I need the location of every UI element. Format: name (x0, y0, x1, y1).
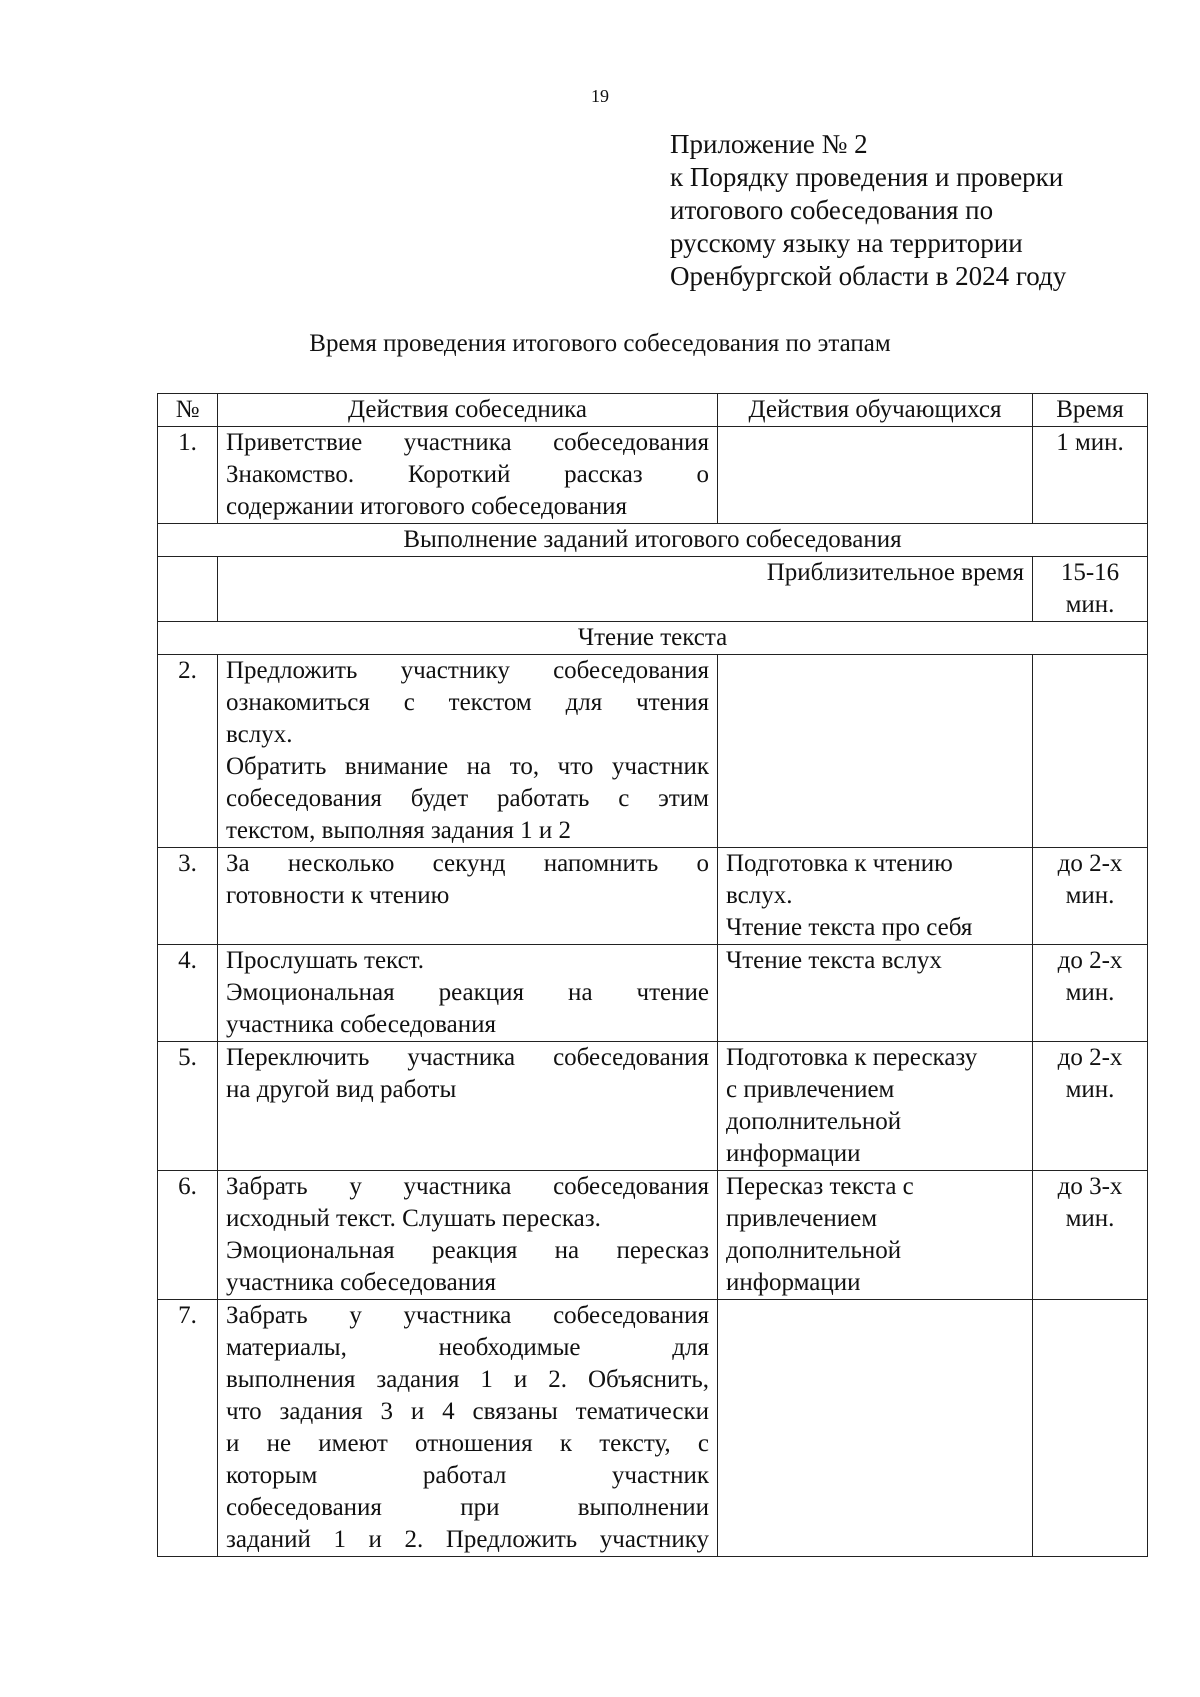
row-number: 6. (158, 1171, 218, 1300)
text-line: материалы, необходимые для (226, 1334, 709, 1361)
schedule-table (157, 393, 1148, 1557)
text-line: Забрать у участника собеседования (226, 1173, 709, 1200)
table-row (158, 1042, 1148, 1171)
header-time: Время (1033, 394, 1148, 427)
text-line: до 2-х (1057, 850, 1123, 877)
header-student-actions: Действия обучающихся (718, 394, 1033, 427)
text-line: содержании итогового собеседования (226, 493, 627, 520)
text-line: собеседования будет работать с этим (226, 785, 709, 812)
text-line: Подготовка к чтению (726, 850, 953, 877)
table-row (158, 1300, 1148, 1557)
text-line: что задания 3 и 4 связаны тематически (226, 1398, 709, 1425)
interviewer-actions-cell (218, 1300, 718, 1557)
time-cell: 1 мин. (1033, 427, 1148, 524)
text-line: с привлечением (726, 1076, 895, 1103)
text-line: Эмоциональная реакция на пересказ (226, 1237, 709, 1264)
text-line: дополнительной (726, 1237, 902, 1264)
text-line: текстом, выполняя задания 1 и 2 (226, 817, 572, 844)
approx-time-row (158, 557, 1148, 622)
row-number: 3. (158, 848, 218, 945)
time-cell (1033, 1171, 1148, 1300)
text-line: привлечением (726, 1205, 878, 1232)
row-number: 1. (158, 427, 218, 524)
page-number: 19 (591, 86, 609, 106)
appendix-line: к Порядку проведения и проверки (670, 162, 1064, 192)
interviewer-actions-cell (218, 945, 718, 1042)
table-row (158, 1171, 1148, 1300)
text-line: вслух. (226, 721, 293, 748)
row-number: 2. (158, 655, 218, 848)
text-line: вслух. (726, 882, 793, 909)
table-row (158, 945, 1148, 1042)
table-header-row (158, 394, 1148, 427)
table-row (158, 427, 1148, 524)
header-number: № (158, 394, 218, 427)
text-line: участника собеседования (226, 1011, 496, 1038)
text-line: Переключить участника собеседования (226, 1044, 709, 1071)
text-line: мин. (1065, 882, 1115, 909)
student-actions-cell (718, 1300, 1033, 1557)
text-line: до 2-х (1057, 1044, 1123, 1071)
student-actions-cell (718, 945, 1033, 1042)
text-line: мин. (1065, 1076, 1115, 1103)
row-number: 4. (158, 945, 218, 1042)
section-row (158, 622, 1148, 655)
text-line: участника собеседования (226, 1269, 496, 1296)
text-line: готовности к чтению (226, 882, 450, 909)
text-line: исходный текст. Слушать пересказ. (226, 1205, 601, 1232)
appendix-line: Оренбургской области в 2024 году (670, 261, 1067, 291)
text-line: информации (726, 1140, 861, 1167)
time-cell (1033, 557, 1148, 622)
student-actions-cell (718, 848, 1033, 945)
text-line: информации (726, 1269, 861, 1296)
header-interviewer-actions: Действия собеседника (218, 394, 718, 427)
text-line: Чтение текста вслух (726, 947, 942, 974)
text-line: дополнительной (726, 1108, 902, 1135)
text-line: Подготовка к пересказу (726, 1044, 978, 1071)
text-line: заданий 1 и 2. Предложить участнику (226, 1526, 709, 1553)
interviewer-actions-cell (218, 1042, 718, 1171)
section-title: Чтение текста (158, 622, 1148, 655)
approx-time-label: Приблизительное время (218, 557, 1033, 622)
text-line: мин. (1065, 591, 1115, 618)
text-line: на другой вид работы (226, 1076, 457, 1103)
text-line: собеседования при выполнении (226, 1494, 709, 1521)
text-line: мин. (1065, 979, 1115, 1006)
text-line: 15-16 (1060, 559, 1120, 586)
interviewer-actions-cell (218, 848, 718, 945)
interviewer-actions-cell (218, 427, 718, 524)
text-line: Знакомство. Короткий рассказ о (226, 461, 709, 488)
appendix-reference (670, 128, 1140, 293)
text-line: которым работал участник (226, 1462, 709, 1489)
text-line: За несколько секунд напомнить о (226, 850, 709, 877)
interviewer-actions-cell (218, 1171, 718, 1300)
text-line: Приветствие участника собеседования (226, 429, 709, 456)
text-line: Предложить участнику собеседования (226, 657, 709, 684)
interviewer-actions-cell (218, 655, 718, 848)
time-cell (1033, 655, 1148, 848)
text-line: Забрать у участника собеседования (226, 1302, 709, 1329)
text-line: Чтение текста про себя (726, 914, 973, 941)
text-line: и не имеют отношения к тексту, с (226, 1430, 709, 1457)
text-line: Прослушать текст. (226, 947, 424, 974)
appendix-line: русскому языку на территории (670, 228, 1023, 258)
time-cell (1033, 848, 1148, 945)
text-line: ознакомиться с текстом для чтения (226, 689, 709, 716)
student-actions-cell (718, 427, 1033, 524)
table-row (158, 848, 1148, 945)
time-cell (1033, 1042, 1148, 1171)
time-cell (1033, 945, 1148, 1042)
student-actions-cell (718, 1171, 1033, 1300)
student-actions-cell (718, 1042, 1033, 1171)
empty-cell (158, 557, 218, 622)
text-line: Обратить внимание на то, что участник (226, 753, 709, 780)
section-row (158, 524, 1148, 557)
row-number: 5. (158, 1042, 218, 1171)
text-line: до 2-х (1057, 947, 1123, 974)
time-cell (1033, 1300, 1148, 1557)
appendix-line: Приложение № 2 (670, 129, 868, 159)
text-line: Эмоциональная реакция на чтение (226, 979, 709, 1006)
text-line: до 3-х (1057, 1173, 1123, 1200)
appendix-line: итогового собеседования по (670, 195, 994, 225)
text-line: мин. (1065, 1205, 1115, 1232)
student-actions-cell (718, 655, 1033, 848)
document-heading: Время проведения итогового собеседования по этапам (309, 330, 891, 357)
table-row (158, 655, 1148, 848)
section-title: Выполнение заданий итогового собеседования (158, 524, 1148, 557)
row-number: 7. (158, 1300, 218, 1557)
text-line: выполнения задания 1 и 2. Объяснить, (226, 1366, 709, 1393)
text-line: Пересказ текста с (726, 1173, 914, 1200)
